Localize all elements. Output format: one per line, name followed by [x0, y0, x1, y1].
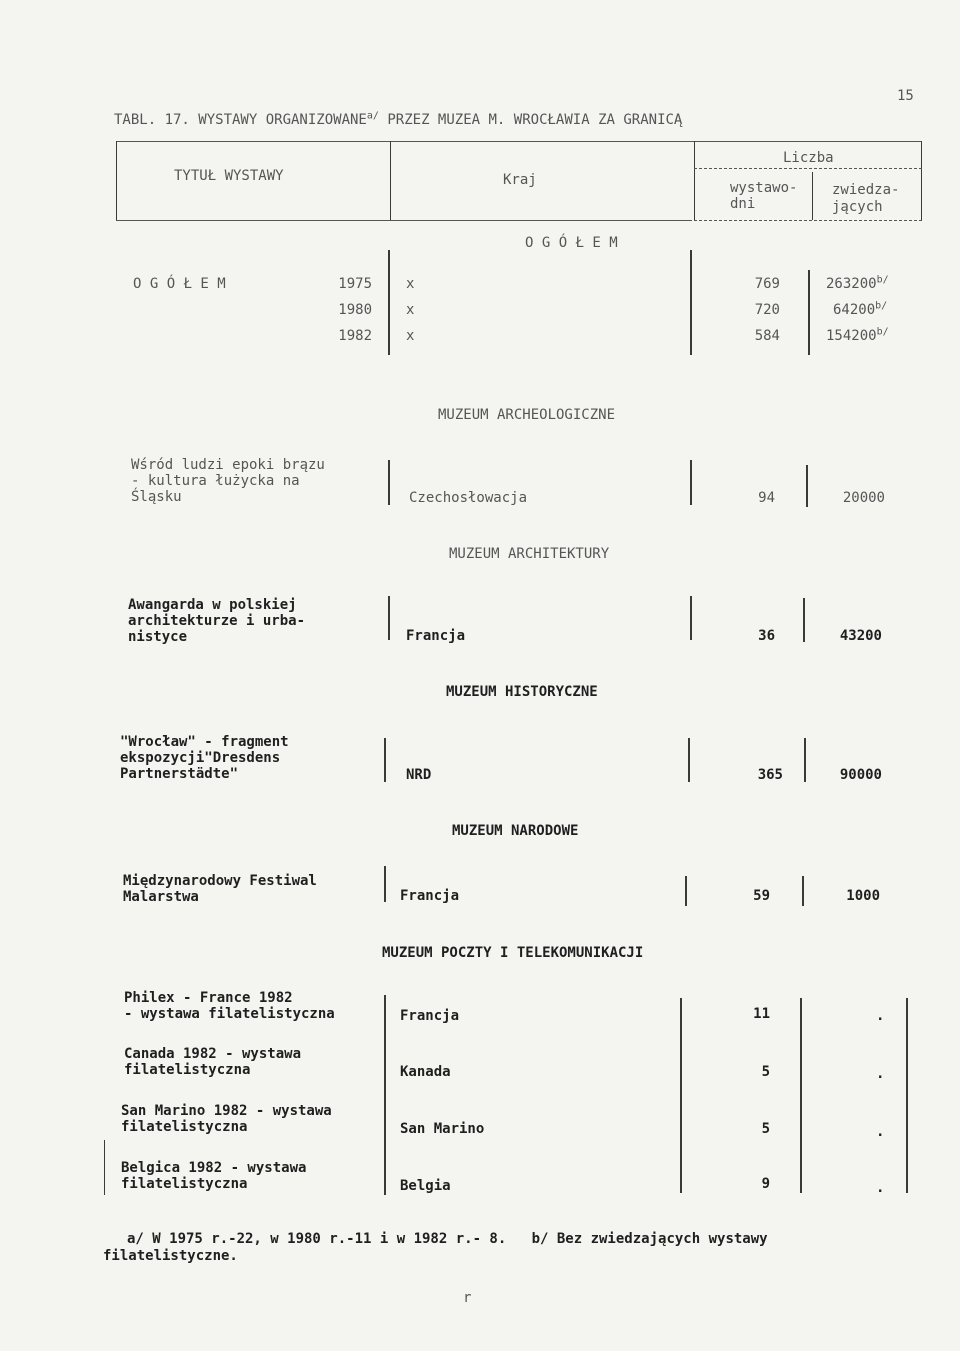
row-visitors: .: [876, 1008, 885, 1024]
row-title-line: - wystawa filatelistyczna: [124, 1006, 335, 1022]
col-days-header-2: dni: [730, 196, 756, 212]
table-title: TABL. 17. WYSTAWY $ORGANIZOWANE^{a/}$ PRZEZ MUZEA M. WROCŁAWIA ZA GRANICĄ: [114, 110, 683, 128]
row-country: Belgia: [400, 1178, 451, 1194]
row-days: 9: [761, 1176, 770, 1192]
row-country: Czechosłowacja: [409, 490, 528, 506]
total-heading: O G Ó Ł E M: [525, 235, 618, 251]
row-title-line: Śląsku: [131, 489, 182, 505]
row-country: Francja: [400, 888, 460, 904]
row-country: Kanada: [400, 1064, 451, 1080]
row-days: 5: [761, 1064, 770, 1080]
section-heading-narodowe: MUZEUM NARODOWE: [452, 823, 579, 839]
total-country-1980: x: [406, 302, 415, 318]
page-number: 15: [897, 88, 914, 104]
row-days: 365: [757, 767, 783, 783]
row-visitors: .: [876, 1180, 885, 1196]
row-title-line: Philex - France 1982: [124, 990, 293, 1006]
total-days-1980: 720: [754, 302, 780, 318]
section-heading-architektury: MUZEUM ARCHITEKTURY: [449, 546, 610, 562]
row-title-line: San Marino 1982 - wystawa: [121, 1103, 332, 1119]
footnote-line-1: a/ W 1975 r.-22, w 1980 r.-11 i w 1982 r.- 8. b/ Bez zwiedzających wystawy: [127, 1231, 768, 1247]
row-visitors: 43200: [839, 628, 882, 644]
footnote-line-2: filatelistyczne.: [103, 1248, 238, 1264]
row-visitors: .: [876, 1066, 885, 1082]
row-title-line: Awangarda w polskiej: [128, 597, 297, 613]
row-visitors: .: [876, 1124, 885, 1140]
row-country: Francja: [406, 628, 466, 644]
total-year-1982: 1982: [338, 328, 372, 344]
row-days: 36: [758, 628, 775, 644]
col-title-header: TYTUŁ WYSTAWY: [174, 168, 284, 184]
col-count-header: Liczba: [783, 150, 834, 166]
row-title-line: filatelistyczna: [124, 1062, 251, 1078]
row-visitors: 1000: [846, 888, 880, 904]
row-days: 94: [758, 490, 775, 506]
total-year-1980: 1980: [338, 302, 372, 318]
stray-mark: r: [463, 1290, 472, 1306]
row-visitors: 20000: [842, 490, 885, 506]
total-year-1975: 1975: [338, 276, 372, 292]
row-title-line: filatelistyczna: [121, 1119, 248, 1135]
total-visitors-1982: $154200^{b/}$: [826, 326, 889, 344]
row-title-line: architekturze i urba-: [128, 613, 306, 629]
row-title-line: - kultura łużycka na: [131, 473, 300, 489]
row-title-line: ekspozycji"Dresdens: [120, 750, 281, 766]
row-title-line: Międzynarodowy Festiwal: [123, 873, 317, 889]
total-label: O G Ó Ł E M: [133, 276, 226, 292]
row-title-line: "Wrocław" - fragment: [120, 734, 289, 750]
row-country: NRD: [406, 767, 432, 783]
total-country-1982: x: [406, 328, 415, 344]
row-days: 59: [753, 888, 770, 904]
row-title-line: Wśród ludzi epoki brązu: [131, 457, 325, 473]
row-country: San Marino: [400, 1121, 485, 1137]
col-country-header: Kraj: [503, 172, 537, 188]
section-heading-archeologiczne: MUZEUM ARCHEOLOGICZNE: [438, 407, 616, 423]
total-country-1975: x: [406, 276, 415, 292]
row-days: 11: [753, 1006, 770, 1022]
row-title-line: Partnerstädte": [120, 766, 239, 782]
col-visitors-header-2: jących: [832, 199, 883, 215]
total-days-1975: 769: [754, 276, 780, 292]
col-visitors-header-1: zwiedza-: [832, 182, 900, 198]
row-days: 5: [761, 1121, 770, 1137]
row-title-line: nistyce: [128, 629, 188, 645]
col-days-header-1: wystawo-: [730, 180, 798, 196]
row-title-line: filatelistyczna: [121, 1176, 248, 1192]
row-title-line: Malarstwa: [123, 889, 199, 905]
row-visitors: 90000: [839, 767, 882, 783]
section-heading-historyczne: MUZEUM HISTORYCZNE: [446, 684, 598, 700]
row-title-line: Canada 1982 - wystawa: [124, 1046, 302, 1062]
total-visitors-1975: $263200^{b/}$: [826, 274, 889, 292]
row-title-line: Belgica 1982 - wystawa: [121, 1160, 307, 1176]
total-days-1982: 584: [754, 328, 780, 344]
section-heading-poczty: MUZEUM POCZTY I TELEKOMUNIKACJI: [382, 945, 644, 961]
total-visitors-1980: $64200^{b/}$: [833, 300, 888, 318]
row-country: Francja: [400, 1008, 460, 1024]
